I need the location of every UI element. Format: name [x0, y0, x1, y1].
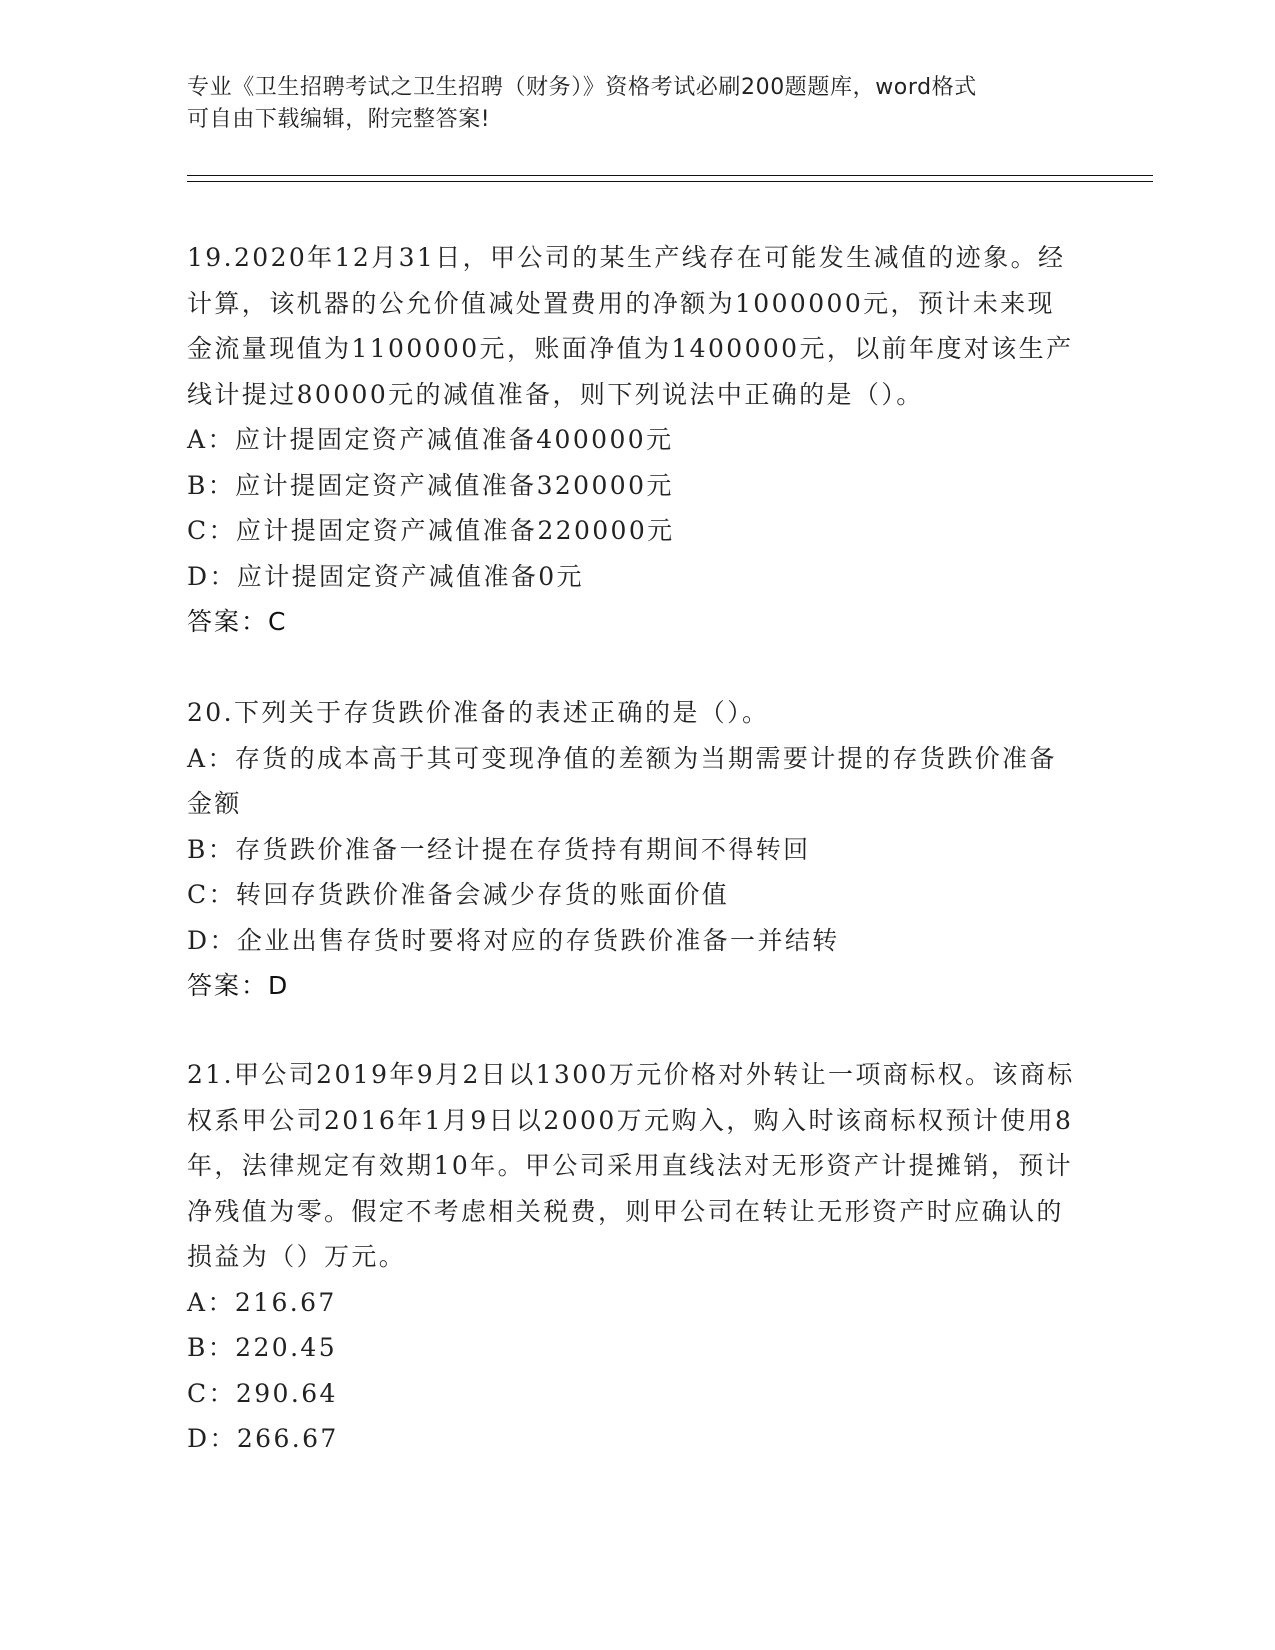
question-21 [187, 1052, 1077, 1462]
question-19 [187, 235, 1077, 645]
option-b: B：存货跌价准备一经计提在存货持有期间不得转回 [187, 834, 811, 864]
option-b: B：220.45 [187, 1333, 338, 1362]
header-rule-bottom [187, 181, 1153, 182]
option-c: C：应计提固定资产减值准备220000元 [187, 516, 675, 545]
option-c: C：290.64 [187, 1378, 338, 1408]
answer-label: 答案：D [187, 971, 290, 1000]
option-d: D：应计提固定资产减值准备0元 [187, 561, 584, 591]
option-d: D：企业出售存货时要将对应的存货跌价准备一并结转 [187, 925, 840, 955]
document-header [187, 72, 1067, 136]
header-line-1: 专业《卫生招聘考试之卫生招聘（财务）》资格考试必刷200题题库，word格式 [187, 75, 977, 100]
question-stem: 19.2020年12月31日，甲公司的某生产线存在可能发生减值的迹象。经计算，该机器的公允价值减处置费用的净额为1000000元，预计未来现金流量现值为1100000元，账面净值为1400000元，以前年度对该生产线计提过80000元的减值准备，则下列说法中正确的是（）。 [187, 243, 1074, 409]
option-d: D：266.67 [187, 1424, 339, 1453]
question-stem: 20.下列关于存货跌价准备的表述正确的是（）。 [187, 698, 770, 727]
option-a: A：存货的成本高于其可变现净值的差额为当期需要计提的存货跌价准备金额 [187, 743, 1057, 818]
option-b: B：应计提固定资产减值准备320000元 [187, 470, 674, 500]
answer-label: 答案：C [187, 607, 288, 636]
header-rule-top [187, 175, 1153, 176]
option-a: A：216.67 [187, 1287, 337, 1317]
option-c: C：转回存货跌价准备会减少存货的账面价值 [187, 880, 730, 909]
option-a: A：应计提固定资产减值准备400000元 [187, 425, 674, 454]
question-20 [187, 690, 1077, 1009]
question-stem: 21.甲公司2019年9月2日以1300万元价格对外转让一项商标权。该商标权系甲公司2016年1月9日以2000万元购入，购入时该商标权预计使用8年，法律规定有效期10年。甲公司采用直线法对无形资产计提摊销，预计净残值为零。假定不考虑相关税费，则甲公司在转让无形资产时应确认的损益为（）万元。 [187, 1060, 1075, 1271]
header-line-2: 可自由下载编辑，附完整答案! [187, 107, 491, 132]
